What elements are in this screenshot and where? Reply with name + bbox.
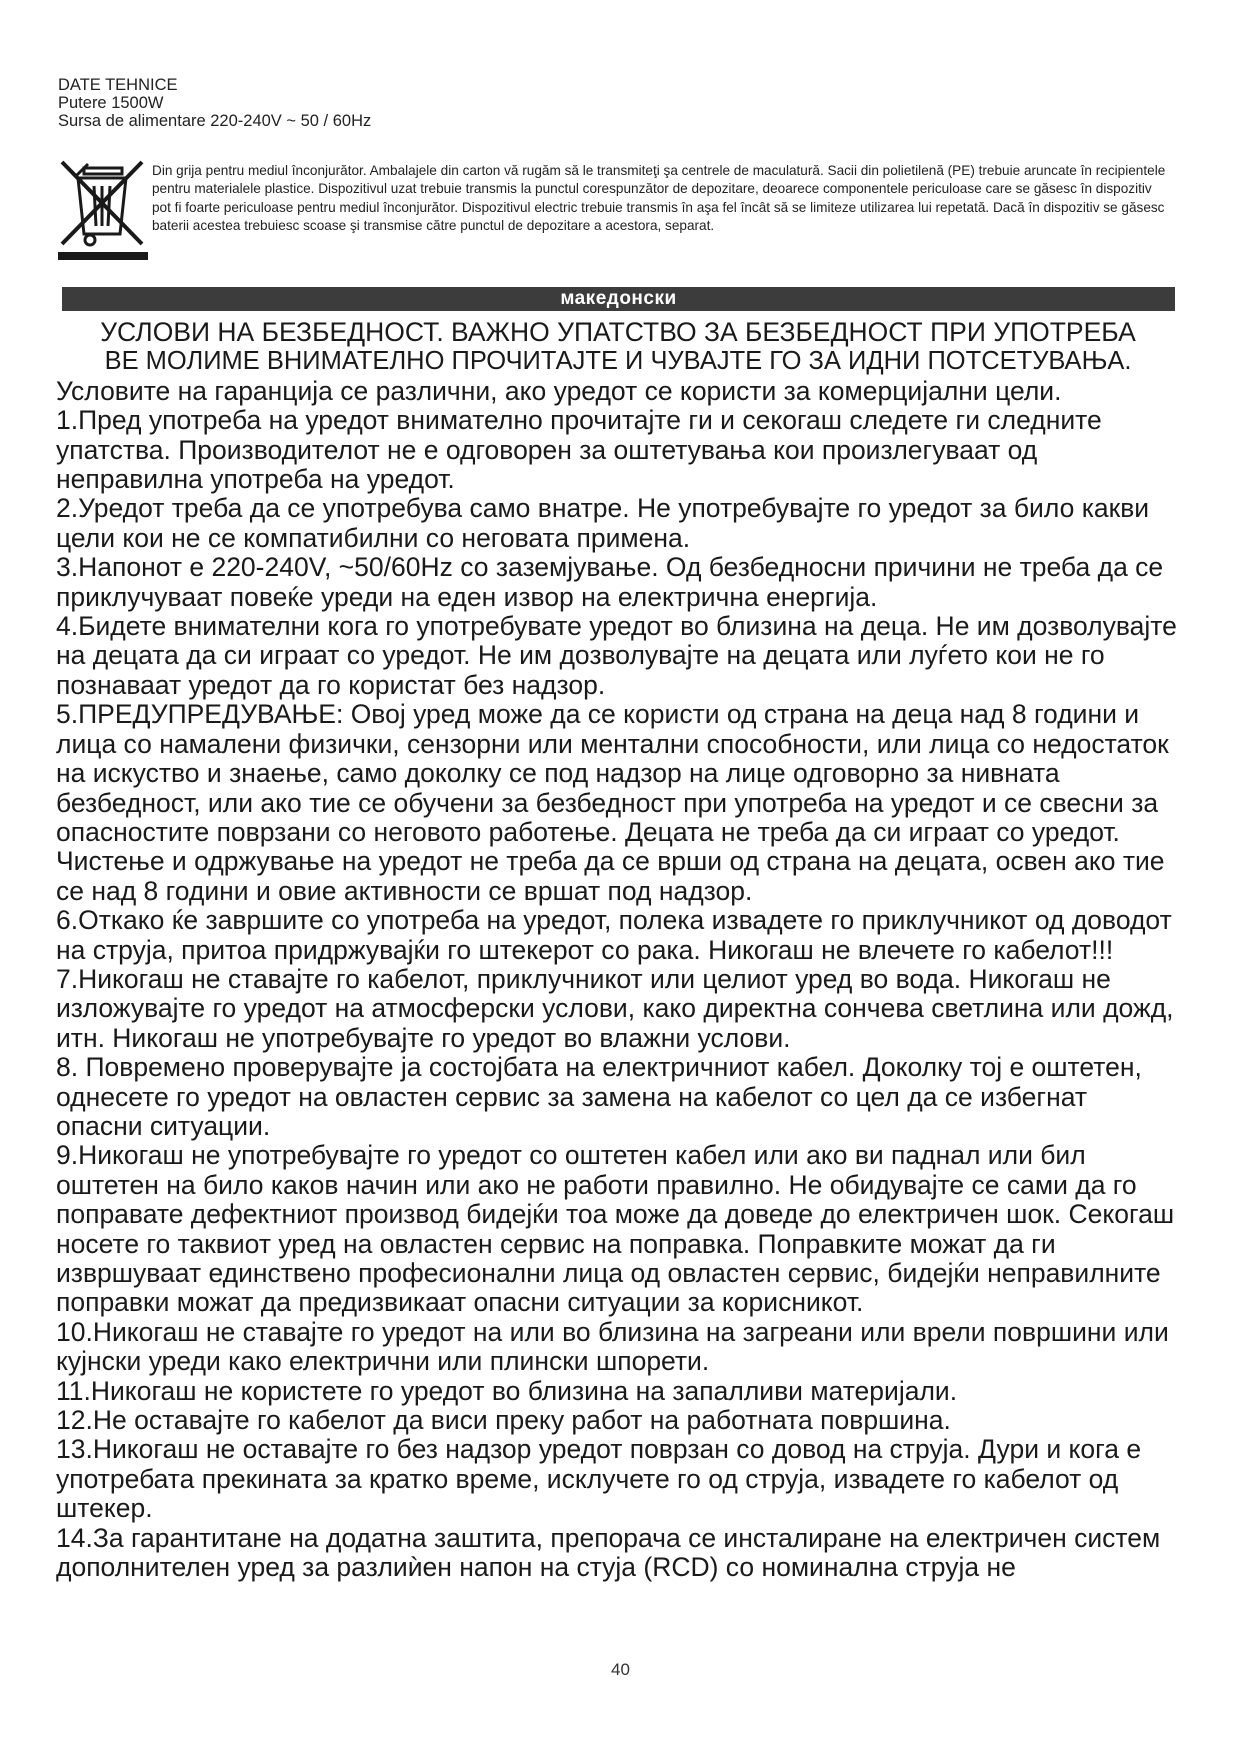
weee-disposal-notice <box>58 156 1168 260</box>
language-section-bar: македонски <box>62 287 1175 311</box>
safety-item-7: 7.Никогаш не ставајте го кабелот, приклучникот или целиот уред во вода. Никогаш не изложувајте го уредот на атмосферски услови, како директна сончева светлина или дожд, итн. Никогаш не употребувајте го уредот во влажни услови. <box>56 963 1174 1053</box>
crossed-out-wheelie-bin-icon <box>58 156 148 260</box>
safety-item-1: 1.Пред употреба на уредот внимателно прочитајте ги и секогаш следете ги следните упатства. Производителот не е одговорен за оштетувања кои произлегуваат од неправилна употреба на уредот. <box>56 405 1102 495</box>
safety-item-8: 8. Повремено проверувајте ја состојбата на електричниот кабел. Доколку тој е оштетен, однесете го уредот на овластен сервис за замена на кабелот со цел да се избегнат опасни ситуации. <box>56 1052 1142 1141</box>
safety-instructions <box>56 318 1180 1582</box>
technical-data-title: DATE TEHNICE <box>58 76 178 94</box>
technical-data-power: Putere 1500W <box>58 94 164 112</box>
safety-heading-line-2: ВЕ МОЛИМЕ ВНИМАТЕЛНО ПРОЧИТАЈТЕ И ЧУВАЈТЕ ГО ЗА ИДНИ ПОТСЕТУВАЊА. <box>104 347 1132 376</box>
safety-item-13: 13.Никогаш не оставајте го без надзор уредот поврзан со довод на струја. Дури и кога е употребата прекината за кратко време, исклучете го од струја, извадете го кабелот од штекер. <box>56 1434 1142 1524</box>
weee-notice-text: Din grija pentru mediul înconjurător. Ambalajele din carton vă rugăm să le transmiteţi şa centrele de maculatură. Sacii din polietilenă (PE) trebuie aruncate în recipientele pentru materialele plastice. Dispozitivul uzat trebuie transmis la punctul corespunzător de depozitare, deoarece componentele periculoase care se găsesc în dispozitiv pot fi foarte periculoase pentru mediul înconjurător. Dispozitivul electric trebuie transmis în aşa fel încât să se limiteze utilizarea lui repetată. Dacă în dispozitiv se găsesc baterii acestea trebuiesc scoase şi transmise către punctul de depozitare a acestora, separat. <box>152 163 1166 234</box>
safety-item-6: 6.Откако ќе завршите со употреба на уредот, полека извадете го приклучникот од доводот на струја, притоа придржувајќи го штекерот со рака. Никогаш не влечете го кабелот!!! <box>56 905 1172 965</box>
safety-item-12: 12.Не оставајте го кабелот да виси преку работ на работната површина. <box>56 1405 951 1436</box>
technical-data-supply: Sursa de alimentare 220-240V ~ 50 / 60Hz <box>58 112 372 130</box>
safety-item-10: 10.Никогаш не ставајте го уредот на или во близина на загреани или врели површини или кујнски уреди како електрични или плински шпорети. <box>56 1316 1169 1377</box>
safety-item-2: 2.Уредот треба да се употребува само внатре. Не употребувајте го уредот за било какви цели кои не се компатибилни со неговата примена. <box>56 493 1150 553</box>
safety-item-11: 11.Никогаш не користете го уредот во близина на запалливи материјали. <box>56 1375 958 1406</box>
technical-data <box>58 76 371 130</box>
safety-intro: Условите на гаранција се различни, ако уредот се користи за комерцијални цели. <box>56 375 1062 406</box>
safety-heading-line-1: УСЛОВИ НА БЕЗБЕДНОСТ. ВАЖНО УПАТСТВО ЗА БЕЗБЕДНОСТ ПРИ УПОТРЕБА <box>100 317 1136 347</box>
safety-item-5: 5.ПРЕДУПРЕДУВАЊЕ: Овој уред може да се користи од страна на деца над 8 години и лица со намалени физички, сензорни или ментални способности, или лица со недостаток на искуство и знаење, само доколку се под надзор на лице одговорно за нивната безбедност, или ако тие се обучени за безбедност при употреба на уредот и се свесни за опасностите поврзани со неговото работење. Децата не треба да си играат со уредот. Чистење и одржување на уредот не треба да се врши од страна на децата, освен ако тие се над 8 години и овие активности се вршат под надзор. <box>56 699 1169 906</box>
page-number: 40 <box>611 1660 630 1679</box>
safety-item-9: 9.Никогаш не употребувајте го уредот со оштетен кабел или ако ви паднал или бил оштетен на било каков начин или ако не работи правилно. Не обидувајте се сами да го поправате дефектниот производ бидејќи тоа може да доведе до електричен шок. Секогаш носете го таквиот уред на овластен сервис на поправка. Поправките можат да ги извршуваат единствено професионални лица од овластен сервис, бидејќи неправилните поправки можат да предизвикаат опасни ситуации за корисникот. <box>56 1140 1175 1318</box>
safety-item-3: 3.Напонот е 220-240V, ~50/60Hz со заземјување. Од безбедносни причини не треба да се приклучуваат повеќе уреди на еден извор на електрична енергија. <box>56 552 1164 612</box>
safety-item-14: 14.За гарантитане на додатна заштита, препорача се инсталиране на електричен систем дополнителен уред за разлиѝен напон на стуја (RCD) со номинална струја не <box>56 1522 1161 1583</box>
safety-item-4: 4.Бидете внимателни кога го употребувате уредот во близина на деца. Не им дозволувајте на децата да си играат со уредот. Не им дозволувајте на децата или луѓето кои не го познаваат уредот да го користат без надзор. <box>56 611 1177 700</box>
